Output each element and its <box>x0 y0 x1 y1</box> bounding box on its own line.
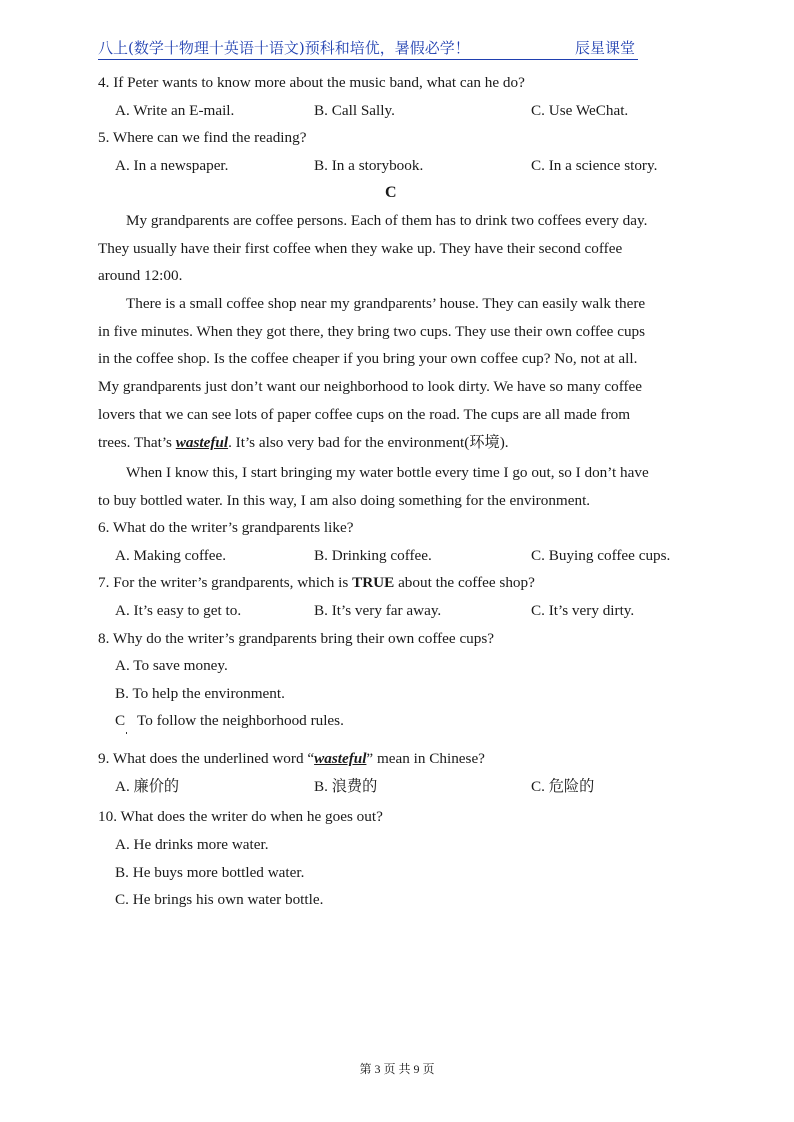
q5-option-a: A. In a newspaper. <box>115 157 229 174</box>
q10-option-a: A. He drinks more water. <box>115 836 269 853</box>
text-before: trees. That’s <box>98 433 176 451</box>
q10-option-b: B. He buys more bottled water. <box>115 864 305 881</box>
passage-line: around 12:00. <box>98 267 183 285</box>
passage-paragraph-2 <box>98 290 683 456</box>
q9-option-a: A. 廉价的 <box>115 778 180 795</box>
question-9 <box>98 749 485 769</box>
passage-line: to buy bottled water. In this way, I am also doing something for the environment. <box>98 491 591 509</box>
q8-option-c-letter: C <box>115 712 126 729</box>
passage-line: My grandparents are coffee persons. Each of them has to drink two coffees every day. <box>126 212 648 229</box>
q8-option-a: A. To save money. <box>115 657 228 674</box>
stray-dot <box>126 732 127 734</box>
question-6: 6. What do the writer’s grandparents like? <box>98 519 354 536</box>
q8-option-b: B. To help the environment. <box>115 685 285 702</box>
q4-option-a: A. Write an E-mail. <box>115 102 235 119</box>
q9-option-c: C. 危险的 <box>531 778 595 795</box>
passage-line-last <box>98 429 683 457</box>
passage-line: in the coffee shop. Is the coffee cheaper if you bring your own coffee cup? No, not at all. <box>98 350 638 368</box>
q7-option-a: A. It’s easy to get to. <box>115 602 242 619</box>
q6-option-b: B. Drinking coffee. <box>314 547 432 564</box>
q5-option-c: C. In a science story. <box>531 157 658 174</box>
question-4: 4. If Peter wants to know more about the music band, what can he do? <box>98 74 525 91</box>
page-header <box>98 37 638 60</box>
page-number: 第 3 页 共 9 页 <box>359 1062 435 1076</box>
q9-text-before: 9. What does the underlined word “ <box>98 750 315 767</box>
q7-option-c: C. It’s very dirty. <box>531 602 635 619</box>
section-title: C <box>385 184 397 201</box>
q9-underlined-word: wasteful <box>314 750 367 767</box>
q7-text-before: 7. For the writer’s grandparents, which is <box>98 574 353 591</box>
q4-option-c: C. Use WeChat. <box>531 102 629 119</box>
q6-option-c: C. Buying coffee cups. <box>531 547 671 564</box>
q7-text-after: about the coffee shop? <box>394 574 535 591</box>
q7-option-b: B. It’s very far away. <box>314 602 442 619</box>
question-7 <box>98 573 535 593</box>
passage-paragraph-1 <box>98 207 683 290</box>
question-8: 8. Why do the writer’s grandparents bring their own coffee cups? <box>98 630 495 647</box>
header-title: 八上(数学十物理十英语十语文)预科和培优，暑假必学！ <box>98 39 470 57</box>
q9-option-b: B. 浪费的 <box>314 778 378 795</box>
question-10: 10. What does the writer do when he goes out? <box>98 808 383 825</box>
q6-option-a: A. Making coffee. <box>115 547 227 564</box>
passage-line: When I know this, I start bringing my water bottle every time I go out, so I don’t have <box>126 464 649 481</box>
passage-line: My grandparents just don’t want our neighborhood to look dirty. We have so many coffee <box>98 378 643 396</box>
q7-bold-word: TRUE <box>352 574 395 591</box>
passage-line: There is a small coffee shop near my grandparents’ house. They can easily walk there <box>126 295 646 312</box>
text-after: . It’s also very bad for the environment(环境). <box>228 433 509 451</box>
passage-line: in five minutes. When they got there, they bring two cups. They use their own coffee cups <box>98 322 646 340</box>
question-5: 5. Where can we find the reading? <box>98 129 307 146</box>
q9-text-after: ” mean in Chinese? <box>366 750 485 767</box>
header-brand: 辰星课堂 <box>574 39 635 57</box>
underlined-word: wasteful <box>175 433 229 451</box>
q10-option-c: C. He brings his own water bottle. <box>115 891 324 908</box>
q4-option-b: B. Call Sally. <box>314 102 395 119</box>
passage-line: They usually have their first coffee when they wake up. They have their second coffee <box>98 239 623 257</box>
q5-option-b: B. In a storybook. <box>314 157 424 174</box>
passage-line: lovers that we can see lots of paper coffee cups on the road. The cups are all made from <box>98 405 631 423</box>
passage-paragraph-3 <box>98 459 683 514</box>
q8-option-c-text: To follow the neighborhood rules. <box>137 712 344 729</box>
